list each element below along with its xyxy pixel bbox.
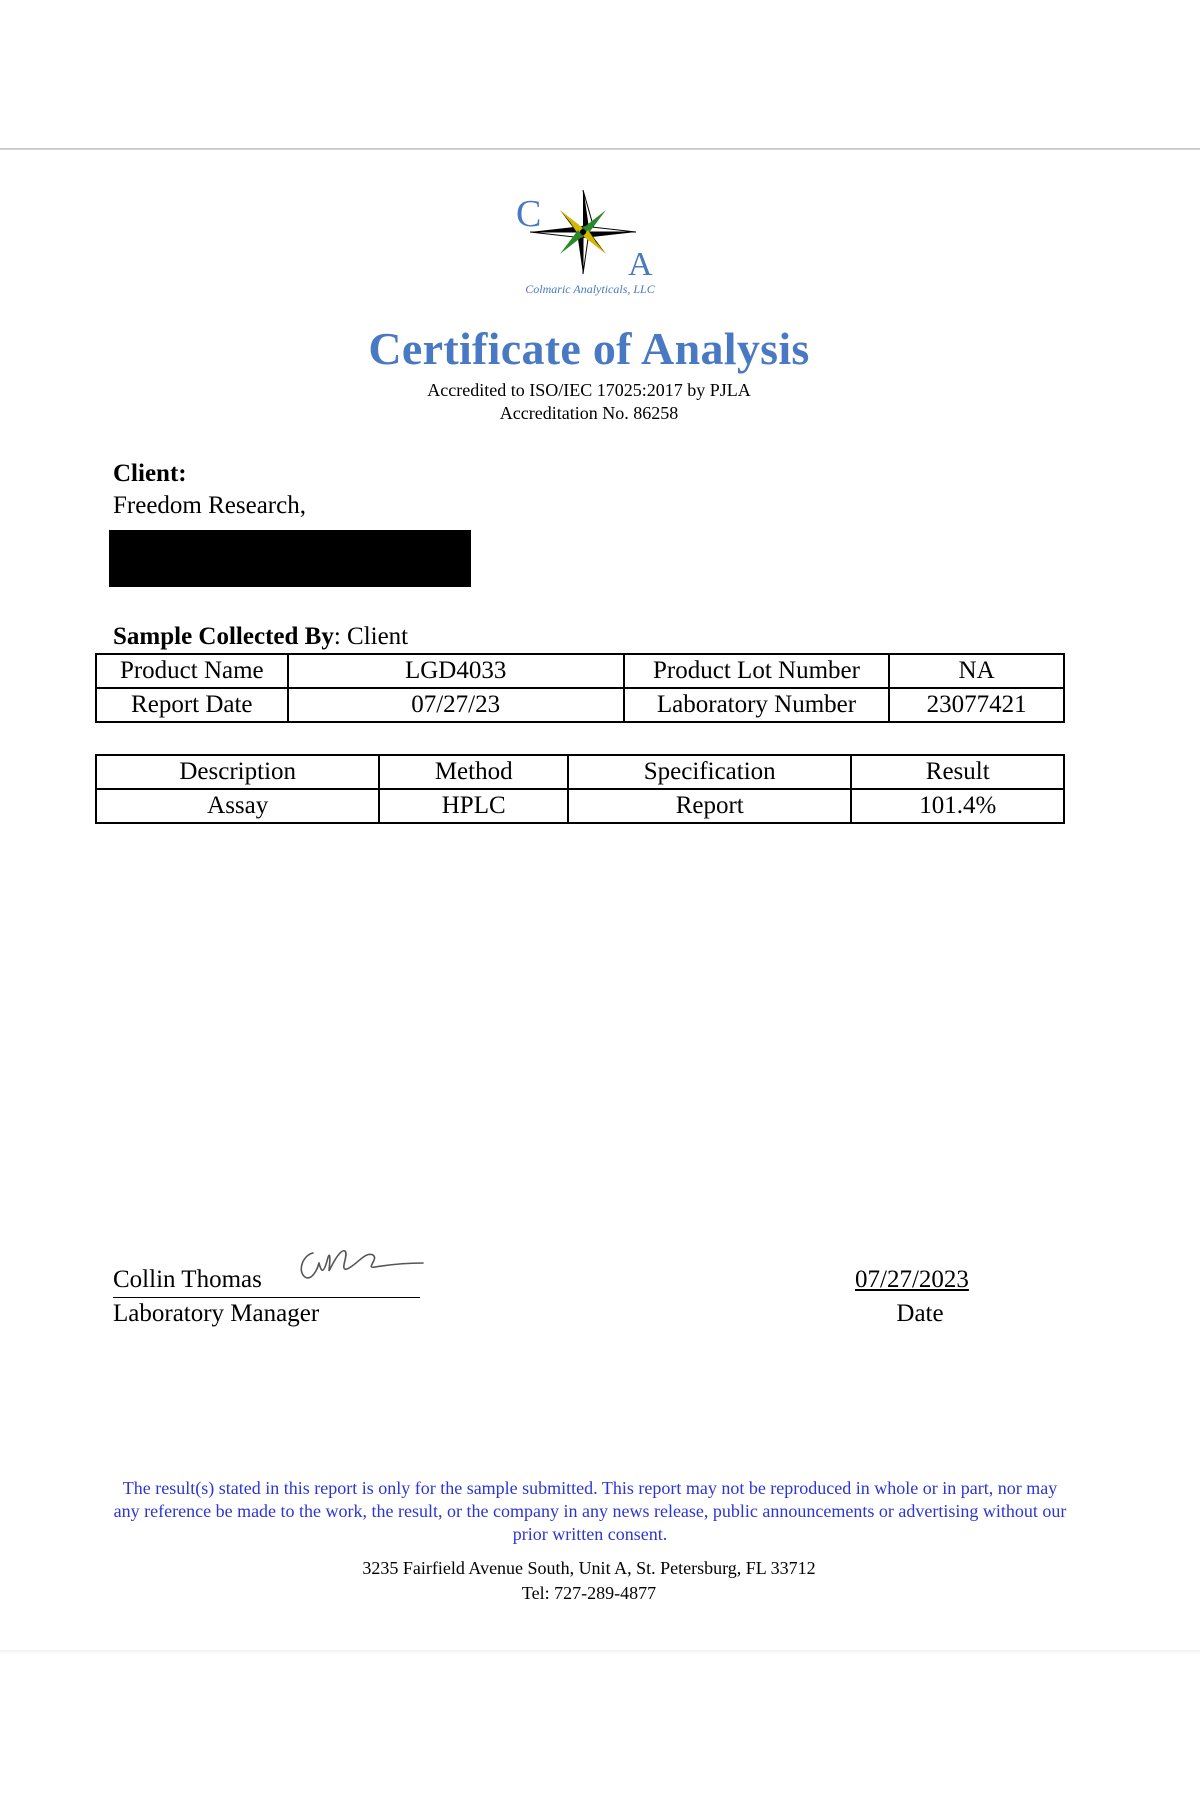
- signature-date: 07/27/2023: [855, 1266, 969, 1293]
- table-row: [96, 789, 1064, 823]
- disclaimer-text: The result(s) stated in this report is only for the sample submitted. This report may not be reproduced in whole or in part, nor may any reference be made to the work, the result, or the company in any news release, public announcements or advertising without our prior written consent.: [113, 1478, 1067, 1544]
- logo-company-name: Colmaric Analyticals, LLC: [525, 282, 655, 296]
- certificate-page: [0, 150, 1200, 1650]
- client-label: Client:: [113, 460, 187, 487]
- document-title: Certificate of Analysis: [368, 323, 810, 374]
- company-logo: [0, 182, 1200, 302]
- date-label: Date: [896, 1300, 944, 1327]
- lab-phone: Tel: 727-289-4877: [521, 1583, 657, 1603]
- signatory-title: Laboratory Manager: [113, 1300, 320, 1327]
- table-cell: 23077421: [889, 688, 1064, 722]
- table-cell: Product Lot Number: [624, 654, 889, 688]
- table-cell: Assay: [96, 789, 379, 823]
- table-cell: 07/27/23: [288, 688, 624, 722]
- accreditation-line: Accredited to ISO/IEC 17025:2017 by PJLA: [427, 380, 751, 400]
- table-header-cell: Method: [379, 755, 568, 789]
- table-cell: HPLC: [379, 789, 568, 823]
- handwritten-signature-icon: [295, 1241, 425, 1291]
- accreditation-number: Accreditation No. 86258: [499, 403, 679, 423]
- table-cell: Laboratory Number: [624, 688, 889, 722]
- sample-collected-label: Sample Collected By: [113, 623, 334, 650]
- page-bottom-edge: [0, 1650, 1200, 1654]
- signatory-name: Collin Thomas: [113, 1263, 420, 1298]
- sample-collected-by: [113, 623, 408, 651]
- table-cell: Product Name: [96, 654, 288, 688]
- table-header-cell: Description: [96, 755, 379, 789]
- logo-letter-a: A: [628, 246, 653, 283]
- table-cell: LGD4033: [288, 654, 624, 688]
- table-header-row: [96, 755, 1064, 789]
- results-table: [95, 754, 1065, 824]
- table-cell: Report: [568, 789, 851, 823]
- table-row: [96, 688, 1064, 722]
- compass-star-logo-icon: [490, 182, 690, 297]
- redacted-address-block: [109, 530, 471, 587]
- table-header-cell: Specification: [568, 755, 851, 789]
- sample-collected-value: : Client: [333, 623, 409, 650]
- table-row: [96, 654, 1064, 688]
- logo-letter-c: C: [516, 193, 542, 235]
- table-cell: 101.4%: [851, 789, 1064, 823]
- table-cell: NA: [889, 654, 1064, 688]
- table-cell: Report Date: [96, 688, 288, 722]
- table-header-cell: Result: [851, 755, 1064, 789]
- product-info-table: [95, 653, 1065, 723]
- lab-address: 3235 Fairfield Avenue South, Unit A, St. Petersburg, FL 33712: [362, 1558, 816, 1578]
- client-name: Freedom Research,: [113, 492, 306, 519]
